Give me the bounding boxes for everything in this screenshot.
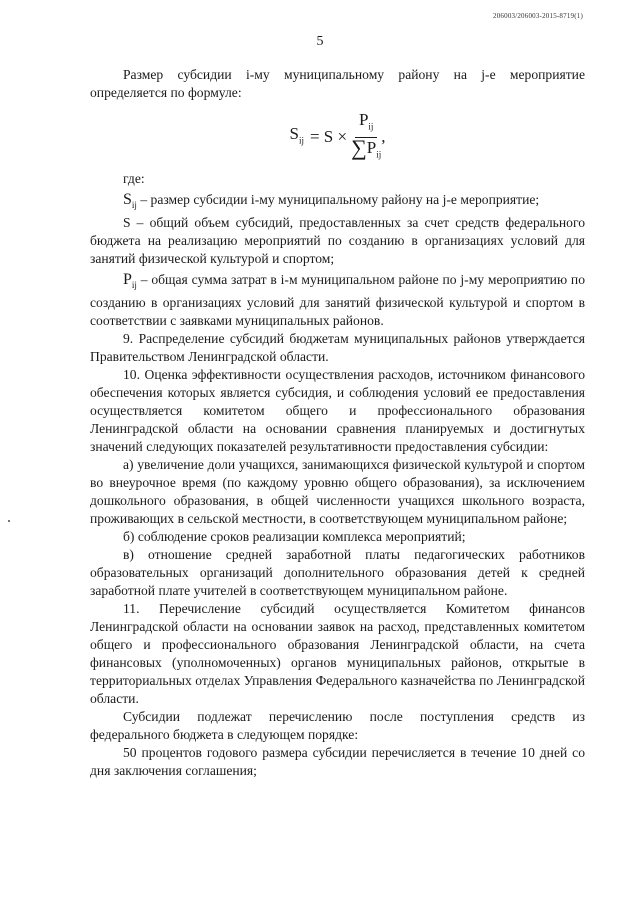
formula-fraction (351, 111, 381, 163)
document-id: 206003/206003-2015-8719(1) (493, 12, 583, 20)
formula-denominator: $\sum P_{ij}$ (351, 134, 382, 160)
definition-s-ij: $S_{ij}$ – размер субсидии i-му муниципальному району на j-е мероприятие; (123, 191, 540, 211)
paragraph-11: 11. Перечисление субсидий осуществляется Комитетом финансов Ленинградской области на основании заявок на расход, представленных комитетом общего и профессионального образования Ленинградской области, на счета финансовых (уполномоченных) органов муниципальных районов, открытые в территориальных отделах Управления Федерального казначейства по Ленинградской области. (90, 601, 585, 707)
page-number: 5 (316, 34, 324, 49)
scan-speck (8, 520, 10, 522)
definition-p-ij: $P_{ij}$ – общая сумма затрат в i-м муниципальном районе по j-му мероприятию по созданию в организациях условий для занятий физической культурой и спортом в соответствии с заявками муниципальных районов. (90, 271, 585, 329)
paragraph-10-c: в) отношение средней заработной платы педагогических работников образовательных организаций дополнительного образования детей к средней заработной плате учителей в соответствующем муниципальном районе. (90, 547, 585, 599)
paragraph-10-b: б) соблюдение сроков реализации комплекса мероприятий; (123, 529, 466, 545)
formula-trail: , (381, 127, 386, 146)
paragraph-10-a: а) увеличение доли учащихся, занимающихся физической культурой и спортом во внеурочное время (по каждому уровню общего образования), за исключением дошкольного образования, в общей численности учащихся школьного возраста, проживающих в сельской местности, в соответствующем муниципальном районе; (90, 457, 585, 527)
formula-equals-times: = S × (309, 127, 348, 146)
formula-intro: Размер субсидии i-му муниципальному району на j-е мероприятие определяется по формуле: (90, 67, 585, 100)
paragraph-transfer-order: Субсидии подлежат перечислению после поступления средств из федерального бюджета в следующем порядке: (90, 709, 585, 743)
definition-s: S – общий объем субсидий, предоставленных за счет средств федерального бюджета на реализацию мероприятий по созданию в организациях условий для занятий физической культурой и спортом; (90, 215, 585, 267)
symbol-s-ij: $S_{ij}$ (123, 191, 137, 211)
paragraph-fifty-percent: 50 процентов годового размера субсидии перечисляется в течение 10 дней со дня заключения соглашения; (90, 745, 585, 779)
where-label: где: (123, 171, 145, 186)
formula-numerator: $P_{ij}$ (355, 111, 377, 137)
symbol-p-ij: $P_{ij}$ (123, 271, 137, 291)
formula-lhs: $S_{ij}$ (289, 123, 304, 146)
paragraph-9: 9. Распределение субсидий бюджетам муниципальных районов утверждается Правительством Ленинградской области. (90, 331, 585, 365)
subsidy-formula (90, 106, 585, 168)
sum-symbol: ∑ (351, 134, 367, 160)
document-body (90, 66, 585, 780)
paragraph-10: 10. Оценка эффективности осуществления расходов, источником финансового обеспечения которых является субсидия, и соблюдения условий ее предоставления осуществляется комитетом общего и профессионального образования Ленинградской области на основании сравнения планируемых и достигнутых значений следующих показателей результативности предоставления субсидии: (90, 367, 585, 455)
